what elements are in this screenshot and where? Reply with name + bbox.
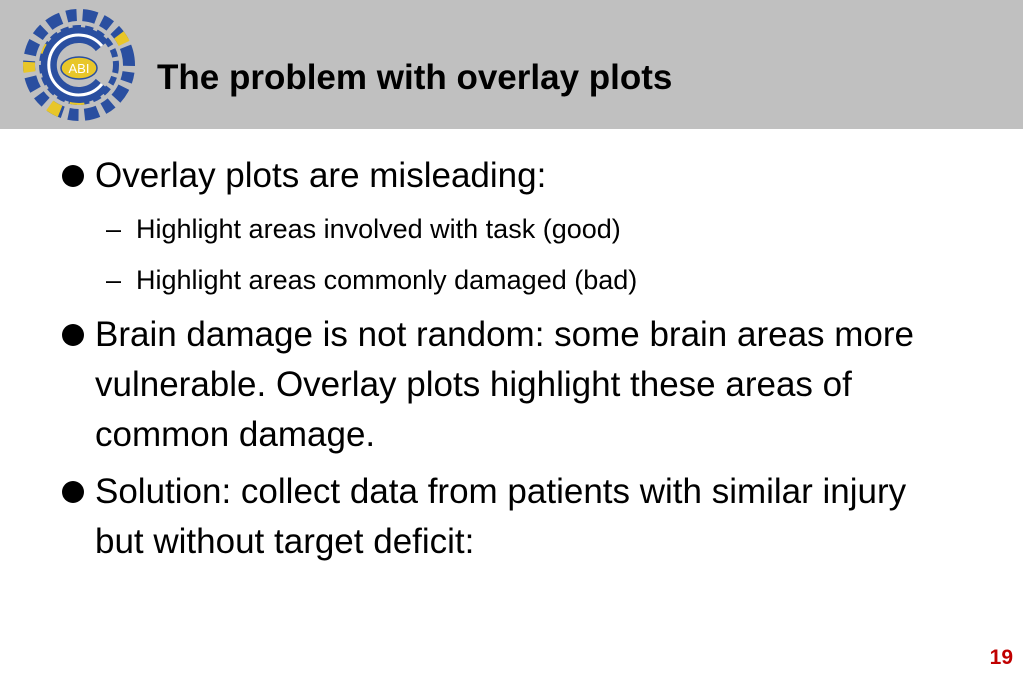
slide-title: The problem with overlay plots [157,58,673,97]
sub-bullet-item [106,213,621,245]
sub-bullet-text: Highlight areas involved with task (good) [136,214,621,244]
bullet-dot-icon [62,165,84,187]
bullet-dot-icon [62,481,84,503]
bullet-text: Solution: collect data from patients with similar injury but without target deficit: [95,472,907,561]
sub-bullet-item [106,264,637,296]
bullet-text: Overlay plots are misleading: [95,156,547,195]
sub-bullet-text: Highlight areas commonly damaged (bad) [136,265,638,295]
bullet-text: Brain damage is not random: some brain areas more vulnerable. Overlay plots highlight these areas of common damage. [95,315,915,454]
dash-icon: – [106,265,122,295]
page-number: 19 [989,646,1013,669]
logo-text: ABI [68,61,90,76]
dash-icon: – [106,214,122,244]
bullet-dot-icon [62,324,84,346]
